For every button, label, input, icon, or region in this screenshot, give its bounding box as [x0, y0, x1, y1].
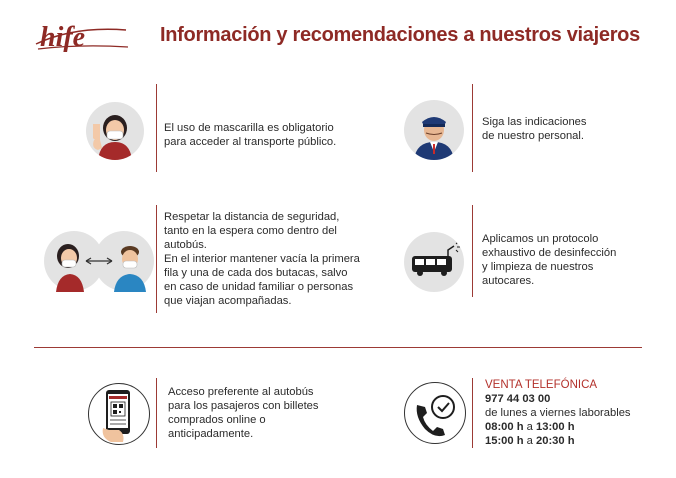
hife-logo[interactable] — [34, 20, 130, 54]
phone-number[interactable]: 977 44 03 00 — [485, 393, 551, 405]
section-divider — [34, 347, 642, 348]
page-title: Información y recomendaciones a nuestros viajeros — [160, 24, 640, 46]
divider — [156, 84, 157, 172]
phone-sales-block — [485, 378, 631, 448]
phone-qr-ticket-icon — [88, 383, 150, 445]
bus-driver-icon — [404, 100, 464, 160]
mask-text: El uso de mascarilla es obligatorio para acceder al transporte público. — [164, 122, 337, 148]
staff-text: Siga las indicaciones de nuestro personal. — [482, 116, 587, 142]
divider — [472, 205, 473, 297]
phone-sales-title: VENTA TELEFÓNICA — [485, 379, 598, 391]
disinfection-text: Aplicamos un protocolo exhaustivo de desinfección y limpieza de nuestros autocares. — [482, 233, 617, 287]
phone-slot-1: 08:00 h a 13:00 h — [485, 421, 575, 433]
disinfection-bus-icon — [404, 232, 464, 292]
phone-days: de lunes a viernes laborables — [485, 407, 631, 419]
logo-text: hife — [40, 22, 86, 53]
woman-mask-icon — [86, 102, 144, 160]
distance-text: Respetar la distancia de seguridad, tanto en la espera como dentro del autobús. En el interior mantener vacía la primera fila y una de cada dos butacas, salvo en caso de unidad familiar o personas que viajan acompañadas. — [164, 211, 360, 307]
divider — [156, 378, 157, 448]
divider — [472, 84, 473, 172]
divider — [156, 205, 157, 313]
phone-slot-2: 15:00 h a 20:30 h — [485, 435, 575, 447]
phone-clock-icon — [404, 382, 466, 444]
distance-people-icon — [44, 230, 154, 292]
divider — [472, 378, 473, 448]
boarding-text: Acceso preferente al autobús para los pasajeros con billetes comprados online o anticipadamente. — [168, 386, 319, 440]
